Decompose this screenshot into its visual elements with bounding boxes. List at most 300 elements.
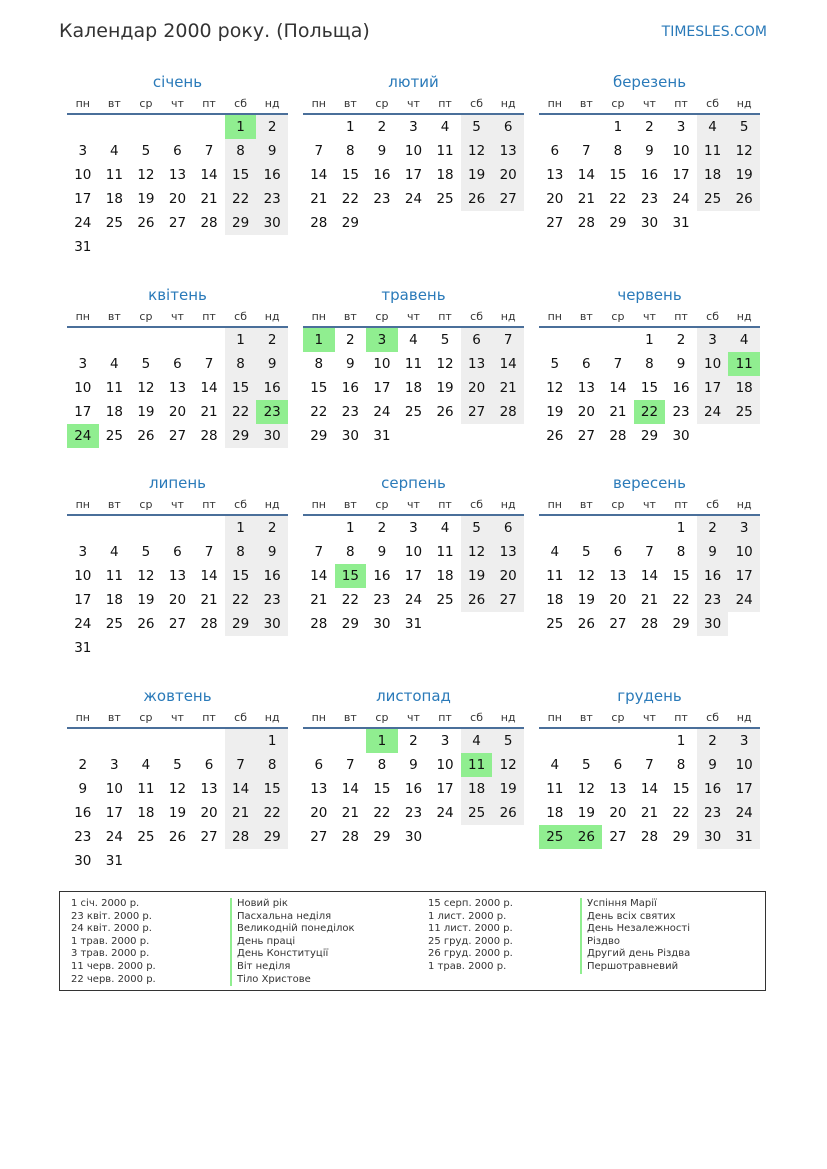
empty-cell [539,115,571,139]
day-cell: 9 [256,139,288,163]
weekday-header: пт [193,709,225,729]
legend-holiday-name: Великодній понеділок [237,923,355,935]
day-cell: 14 [225,777,257,801]
day-cell: 6 [550,143,560,159]
month-name: травень [381,286,446,304]
day-cell: 28 [310,616,328,632]
weekday-header: нд [256,496,288,516]
day-cell: 23 [74,829,92,845]
day-cell: 20 [492,564,524,588]
weekday-header: пн [539,95,571,115]
day-cell: 9 [676,356,686,372]
month-name: липень [148,474,207,492]
day-cell: 24 [404,191,423,207]
day-cell: 9 [377,143,387,159]
day-cell: 9 [78,781,88,797]
month-block [303,473,524,636]
day-cell: 10 [105,781,123,797]
day-cell: 30 [404,829,423,845]
day-cell: 14 [640,568,659,584]
day-cell: 18 [697,163,729,187]
day-cell: 3 [110,757,119,773]
weekday-header: сб [225,95,257,115]
day-cell: 29 [672,829,690,845]
day-cell: 3 [78,356,88,372]
empty-cell [571,328,603,352]
day-cell: 13 [461,352,493,376]
day-cell: 23 [256,588,288,612]
day-cell: 18 [436,167,454,183]
day-cell: 1 [256,729,288,753]
day-cell: 27 [168,616,187,632]
empty-cell [602,516,634,540]
day-cell: 8 [676,757,686,773]
legend-date: 1 лист. 2000 р. [428,910,507,922]
day-cell: 8 [613,143,623,159]
day-cell: 19 [137,592,155,608]
day-cell: 17 [436,781,454,797]
empty-cell [539,516,571,540]
day-cell: 26 [168,829,187,845]
weekday-header: сб [225,496,257,516]
day-cell: 4 [409,332,418,348]
weekday-header: ср [602,95,634,115]
day-cell: 10 [436,757,454,773]
day-cell: 22 [609,191,627,207]
empty-cell [539,328,571,352]
day-cell: 27 [577,428,595,444]
day-cell: 8 [256,753,288,777]
day-cell: 31 [105,853,123,869]
day-cell: 19 [461,564,493,588]
day-cell: 19 [461,163,493,187]
day-cell: 24 [74,616,92,632]
weekday-header: чт [398,95,430,115]
day-cell: 2 [697,729,729,753]
empty-cell [130,328,162,352]
day-cell: 1 [346,520,355,536]
day-cell: 6 [204,757,214,773]
day-cell: 31 [74,239,92,255]
day-cell: 3 [676,119,686,135]
weekday-header: чт [634,95,666,115]
day-cell: 15 [609,167,627,183]
day-cell: 11 [728,352,760,376]
day-cell: 7 [204,356,214,372]
month-name: жовтень [143,687,212,705]
day-cell: 30 [640,215,659,231]
day-cell: 8 [377,757,387,773]
day-cell: 15 [672,568,690,584]
day-cell: 30 [341,428,359,444]
day-cell: 14 [310,568,328,584]
day-cell: 11 [461,753,493,777]
day-cell: 12 [546,380,564,396]
weekday-header: ср [130,308,162,328]
day-cell: 2 [256,115,288,139]
day-cell: 18 [105,592,123,608]
day-cell: 13 [168,167,187,183]
weekday-header: пн [67,709,99,729]
day-cell: 28 [200,616,218,632]
day-cell: 30 [74,853,92,869]
empty-cell [303,115,335,139]
day-cell: 1 [225,516,257,540]
empty-cell [571,729,603,753]
weekday-header: сб [461,496,493,516]
day-cell: 20 [168,592,187,608]
day-cell: 13 [200,781,218,797]
legend-date: 25 груд. 2000 р. [428,935,513,947]
legend-holiday-name: Тіло Христове [237,973,311,985]
legend-date: 3 трав. 2000 р. [71,948,150,960]
day-cell: 29 [640,428,659,444]
day-cell: 20 [492,163,524,187]
day-cell: 27 [200,829,218,845]
day-cell: 19 [137,191,155,207]
legend-date: 26 груд. 2000 р. [428,948,513,960]
day-cell: 3 [409,520,418,536]
day-cell: 12 [461,139,493,163]
day-cell: 18 [137,805,155,821]
day-cell: 31 [404,616,423,632]
day-cell: 7 [346,757,355,773]
month-name: червень [617,286,682,304]
day-cell: 27 [461,400,493,424]
day-cell: 4 [141,757,151,773]
day-cell: 18 [105,404,123,420]
day-cell: 31 [373,428,391,444]
day-cell: 18 [105,191,123,207]
day-cell: 4 [110,356,119,372]
day-cell: 4 [550,544,560,560]
month-block [539,285,760,448]
day-cell: 16 [256,163,288,187]
day-cell: 26 [461,588,493,612]
day-cell: 23 [640,191,659,207]
day-cell: 19 [546,404,564,420]
day-cell: 5 [461,115,493,139]
weekday-header: вт [335,95,367,115]
weekday-header: чт [634,709,666,729]
day-cell: 4 [697,115,729,139]
month-block [67,285,288,448]
day-cell: 12 [492,753,524,777]
weekday-header: ср [366,95,398,115]
day-cell: 7 [314,544,324,560]
empty-cell [99,729,131,753]
day-cell: 19 [436,380,454,396]
day-cell: 11 [105,568,123,584]
empty-cell [193,516,225,540]
weekday-header: чт [398,308,430,328]
day-cell: 30 [697,612,729,636]
day-cell: 18 [461,777,493,801]
weekday-header: сб [697,95,729,115]
day-cell: 23 [256,400,288,424]
day-cell: 9 [377,544,387,560]
empty-cell [571,115,603,139]
day-cell: 5 [582,757,591,773]
month-grid [303,709,524,849]
day-cell: 20 [577,404,595,420]
day-cell: 12 [168,781,187,797]
day-cell: 26 [728,187,760,211]
day-cell: 9 [256,352,288,376]
empty-cell [193,115,225,139]
legend-left-dates [71,898,156,986]
legend-holiday-name: Другий день Різдва [587,948,691,960]
day-cell: 19 [577,805,595,821]
weekday-header: вт [99,95,131,115]
empty-cell [602,729,634,753]
day-cell: 28 [577,215,595,231]
empty-cell [193,328,225,352]
empty-cell [602,328,634,352]
day-cell: 5 [728,115,760,139]
legend-holiday-name: Пасхальна неділя [237,910,332,922]
legend-date: 22 черв. 2000 р. [71,973,156,985]
day-cell: 13 [609,781,627,797]
day-cell: 10 [404,544,423,560]
day-cell: 4 [440,520,450,536]
day-cell: 29 [341,616,359,632]
day-cell: 2 [697,516,729,540]
month-grid [67,496,288,660]
day-cell: 17 [672,167,690,183]
day-cell: 28 [200,215,218,231]
day-cell: 24 [728,588,760,612]
day-cell: 16 [373,167,391,183]
day-cell: 23 [341,404,359,420]
day-cell: 13 [577,380,595,396]
day-cell: 17 [404,167,423,183]
weekday-header: вт [335,709,367,729]
day-cell: 28 [640,829,659,845]
weekday-header: вт [335,308,367,328]
weekday-header: пн [539,709,571,729]
weekday-header: нд [256,709,288,729]
day-cell: 25 [105,215,123,231]
legend-holiday-name: Успіння Марії [587,898,657,909]
day-cell: 18 [404,380,423,396]
month-grid [67,709,288,873]
day-cell: 3 [728,516,760,540]
day-cell: 5 [461,516,493,540]
day-cell: 18 [546,805,564,821]
weekday-header: ср [602,308,634,328]
day-cell: 26 [461,187,493,211]
weekday-header: сб [225,308,257,328]
weekday-header: пт [429,308,461,328]
day-cell: 28 [640,616,659,632]
day-cell: 7 [225,753,257,777]
day-cell: 12 [137,568,155,584]
empty-cell [130,729,162,753]
day-cell: 26 [137,616,155,632]
weekday-header: пт [429,95,461,115]
day-cell: 28 [492,400,524,424]
empty-cell [67,328,99,352]
day-cell: 11 [546,568,564,584]
day-cell: 11 [137,781,155,797]
weekday-header: нд [492,308,524,328]
day-cell: 13 [168,568,187,584]
empty-cell [99,328,131,352]
day-cell: 22 [256,801,288,825]
day-cell: 16 [672,380,690,396]
day-cell: 6 [492,516,524,540]
month-block [303,686,524,849]
day-cell: 10 [404,143,423,159]
weekday-header: пн [67,95,99,115]
weekday-header: сб [461,308,493,328]
day-cell: 11 [546,781,564,797]
legend-date: 24 квіт. 2000 р. [71,923,152,935]
day-cell: 9 [256,540,288,564]
day-cell: 11 [697,139,729,163]
day-cell: 8 [346,143,355,159]
day-cell: 7 [582,143,591,159]
day-cell: 21 [609,404,627,420]
weekday-header: пт [429,709,461,729]
day-cell: 7 [492,328,524,352]
day-cell: 28 [225,825,257,849]
month-block [67,473,288,660]
day-cell: 27 [609,616,627,632]
day-cell: 12 [436,356,454,372]
day-cell: 13 [492,540,524,564]
day-cell: 26 [436,404,454,420]
day-cell: 16 [373,568,391,584]
day-cell: 30 [373,616,391,632]
day-cell: 14 [609,380,627,396]
day-cell: 8 [225,352,257,376]
day-cell: 15 [640,380,659,396]
day-cell: 25 [436,191,454,207]
weekday-header: пт [665,308,697,328]
day-cell: 17 [728,777,760,801]
day-cell: 13 [492,139,524,163]
day-cell: 13 [609,568,627,584]
day-cell: 17 [697,376,729,400]
day-cell: 14 [341,781,359,797]
day-cell: 12 [137,167,155,183]
day-cell: 23 [256,187,288,211]
weekday-header: пт [665,95,697,115]
day-cell: 11 [404,356,423,372]
empty-cell [162,115,194,139]
weekday-header: нд [256,95,288,115]
day-cell: 10 [672,143,690,159]
day-cell: 26 [137,215,155,231]
day-cell: 17 [373,380,391,396]
day-cell: 21 [310,191,328,207]
month-name: квітень [148,286,207,304]
day-cell: 10 [74,167,92,183]
weekday-header: ср [366,308,398,328]
month-name: листопад [376,687,451,705]
weekday-header: пн [303,95,335,115]
weekday-header: пн [539,308,571,328]
day-cell: 15 [225,376,257,400]
day-cell: 23 [373,592,391,608]
weekday-header: ср [130,709,162,729]
day-cell: 21 [200,191,218,207]
day-cell: 19 [577,592,595,608]
day-cell: 20 [546,191,564,207]
day-cell: 16 [256,376,288,400]
weekday-header: вт [335,496,367,516]
day-cell: 24 [373,404,391,420]
day-cell: 7 [204,143,214,159]
day-cell: 13 [168,380,187,396]
day-cell: 22 [341,191,359,207]
legend-date: 1 січ. 2000 р. [71,898,140,909]
day-cell: 1 [225,115,257,139]
day-cell: 4 [728,328,760,352]
day-cell: 18 [728,376,760,400]
weekday-header: ср [130,496,162,516]
day-cell: 25 [461,801,493,825]
legend-right-names [580,898,690,974]
month-block [539,686,760,849]
day-cell: 26 [137,428,155,444]
day-cell: 17 [74,191,92,207]
day-cell: 8 [346,544,355,560]
day-cell: 25 [137,829,155,845]
day-cell: 9 [697,540,729,564]
day-cell: 2 [377,520,387,536]
day-cell: 6 [461,328,493,352]
legend-holiday-name: День Конституції [237,948,329,960]
month-grid [67,308,288,448]
day-cell: 15 [341,167,359,183]
day-cell: 9 [346,356,355,372]
empty-cell [130,516,162,540]
day-cell: 10 [697,352,729,376]
day-cell: 28 [310,215,328,231]
day-cell: 3 [440,733,450,749]
empty-cell [539,729,571,753]
day-cell: 3 [78,143,88,159]
month-name: вересень [613,474,686,492]
month-grid [303,95,524,235]
day-cell: 8 [225,139,257,163]
day-cell: 10 [373,356,391,372]
weekday-header: нд [728,95,760,115]
weekday-header: вт [571,308,603,328]
day-cell: 5 [173,757,182,773]
day-cell: 28 [609,428,627,444]
day-cell: 30 [256,211,288,235]
site-link[interactable]: TIMESLES.COM [661,24,767,40]
day-cell: 10 [728,753,760,777]
weekday-header: сб [461,709,493,729]
empty-cell [303,516,335,540]
day-cell: 10 [74,380,92,396]
day-cell: 15 [225,163,257,187]
empty-cell [67,516,99,540]
day-cell: 26 [492,801,524,825]
day-cell: 31 [672,215,690,231]
day-cell: 25 [728,400,760,424]
day-cell: 2 [409,733,418,749]
day-cell: 5 [440,332,450,348]
day-cell: 13 [310,781,328,797]
day-cell: 12 [461,540,493,564]
day-cell: 2 [78,757,88,773]
